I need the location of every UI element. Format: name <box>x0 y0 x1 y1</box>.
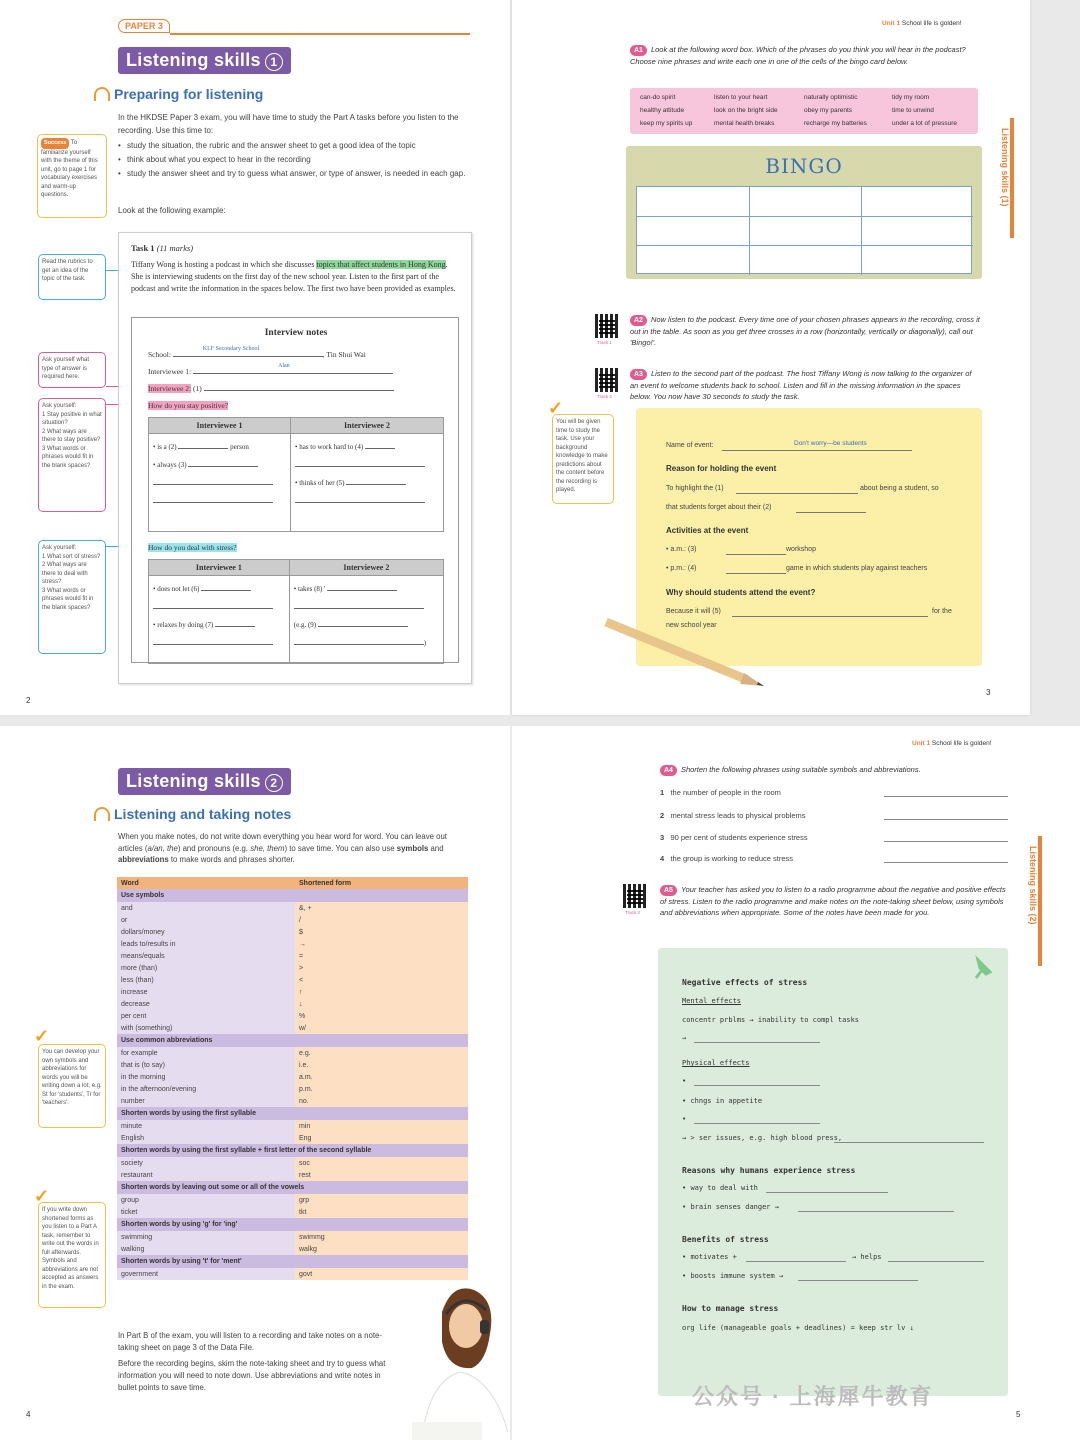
section-title: Listening skills 2 <box>118 768 291 795</box>
tip-note: You will be given time to study the task. Use your background knowledge to make predictions about the content before the recording is played. <box>552 414 614 504</box>
divider <box>170 33 470 35</box>
note-taking-sheet: Negative effects of stress Mental effects concentr prblms → inability to compl tasks → Physical effects • • chngs in appetite • → > ser issues, e.g. high blood press, Reasons why humans experience stress • way to deal with • brain senses danger → Benefits of stress • motivates + → helps • boosts immune system → How to manage stress org life (manageable goals + deadlines) = keep str lv ↓ <box>658 948 1008 1396</box>
table-row: walking walkg <box>117 1243 468 1255</box>
page-number: 3 <box>986 688 991 697</box>
answer-line[interactable] <box>884 819 1008 820</box>
a4-item-2: 2 mental stress leads to physical problems <box>660 811 806 820</box>
intro-text: In the HKDSE Paper 3 exam, you will have time to study the Part A tasks before you listen to the recording. Use this time to: <box>118 113 459 135</box>
qr-code-icon[interactable] <box>595 368 619 392</box>
qr-code-icon[interactable] <box>595 314 619 338</box>
success-note: Success To familiarize yourself with the theme of this unit, go to page 1 for vocabulary exercises and warm-up questions. <box>37 134 107 218</box>
a2-badge: A2 <box>630 315 647 326</box>
answer-line[interactable] <box>884 841 1008 842</box>
track-label: Track 2 <box>597 394 612 399</box>
tip-note: If you write down shortened forms as you listen to a Part A task, remember to write out the words in full afterwards. Symbols and abbreviations are not accepted as answers in the exam. <box>38 1202 106 1308</box>
table-row: means/equals = <box>117 950 468 962</box>
table-section-header: Shorten words by leaving out some or all of the vowels <box>117 1181 468 1194</box>
a4-badge: A4 <box>660 765 677 776</box>
answer-line[interactable] <box>884 796 1008 797</box>
headphones-icon <box>94 807 110 821</box>
ask-yourself-note-2: Ask yourself: 1 What sort of stress? 2 What ways are there to deal with stress? 3 What words or phrases would fit in the blank spaces? <box>38 540 106 654</box>
notes-title: Interview notes <box>264 328 328 338</box>
track-label: Track 1 <box>597 340 612 345</box>
a4-item-4: 4 the group is working to reduce stress <box>660 854 793 863</box>
a5-badge: A5 <box>660 885 677 896</box>
table-row: ticket tkt <box>117 1206 468 1218</box>
page-number: 2 <box>26 696 31 705</box>
task-box <box>118 232 472 684</box>
table-row: for example e.g. <box>117 1047 468 1059</box>
table-section-header: Use common abbreviations <box>117 1034 468 1047</box>
a4-item-1: 1 the number of people in the room <box>660 788 781 797</box>
table-row: that is (to say) i.e. <box>117 1059 468 1071</box>
look-example-text: Look at the following example: <box>118 206 226 215</box>
track-label: Track 3 <box>625 910 640 915</box>
table-section-header: Shorten words by using the first syllable <box>117 1107 468 1120</box>
school-line: School: KLF Secondary School , Tin Shui Wai <box>148 346 366 359</box>
table-row: dollars/money $ <box>117 926 468 938</box>
table-section-header: Use symbols <box>117 889 468 902</box>
a3-instruction: A3 Listen to the second part of the podcast. The host Tiffany Wong is now talking to the organizer of an event to welcome students back to school. Listen and fill in the missing information in the spaces below. You now have 30 seconds to study the task. <box>630 369 972 401</box>
task-rubric: Tiffany Wong is hosting a podcast in which she discusses topics that affect students in Hong Kong. She is interviewing students on the first day of the new school year. Listen to the first part of the podcast and write the information in the spaces below. The first two have been provided as examples. <box>131 260 456 293</box>
task-title: Task 1 (11 marks) <box>131 243 194 253</box>
watermark: 公众号 · 上海犀牛教育 <box>692 1384 934 1409</box>
table-row: and &, + <box>117 902 468 914</box>
page-number: 4 <box>26 1410 31 1419</box>
side-tab: Listening skills (1) <box>996 118 1014 238</box>
bingo-card <box>626 146 982 279</box>
bingo-grid <box>636 186 972 274</box>
table-row: group grp <box>117 1194 468 1206</box>
ask-yourself-note-1: Ask yourself: 1 Stay positive in what situation? 2 What ways are there to stay positive? 3 What words or phrases would fit in the blank spaces? <box>38 398 106 512</box>
question-positive: How do you stay positive? <box>148 401 228 410</box>
word-box: can-do spirit listen to your heart naturally optimistic tidy my room healthy attitude look on the bright side obey my parents time to unwind keep my spirits up mental health breaks recharge my batteries under a lot of pressure <box>630 88 978 134</box>
a3-badge: A3 <box>630 369 647 380</box>
table-row: leads to/results in → <box>117 938 468 950</box>
table-row: government govt <box>117 1268 468 1280</box>
table-row: English Eng <box>117 1132 468 1144</box>
qr-code-icon[interactable] <box>623 884 647 908</box>
table-row: more (than) > <box>117 962 468 974</box>
a5-instruction: A5 Your teacher has asked you to listen to a radio programme about the negative and positive effects of stress. Listen to the radio programme and make notes on the note-taking sheet below, using symbols and abbreviations when appropriate. Some of the notes have been made for you. <box>660 885 1006 917</box>
a2-instruction: A2 Now listen to the podcast. Every time one of your chosen phrases appears in the recording, cross it out in the table. As soon as you get three crosses in a row (horizontally, vertically or diagonally), call out 'Bingo!'. <box>630 315 980 347</box>
subheading: Preparing for listening <box>94 86 263 102</box>
table-row: with (something) w/ <box>117 1022 468 1034</box>
table-row: increase ↑ <box>117 986 468 998</box>
tips-list: • study the situation, the rubric and the answer sheet to get a good idea of the topic • think about what you expect to hear in the recording • study the answer sheet and try to guess what answer, or type of answer, is needed in each gap. <box>118 137 474 179</box>
checkmark-icon: ✓ <box>34 1026 50 1046</box>
handwritten-answer: Don't worry—be students <box>794 440 867 447</box>
interview-notes <box>131 317 459 663</box>
success-tag: Success <box>41 138 69 149</box>
a1-instruction: A1 Look at the following word box. Which of the phrases do you think you will hear in the podcast? Choose nine phrases and write each one in one of the cells of the bingo card below. <box>630 45 966 66</box>
table-row: society soc <box>117 1157 468 1169</box>
table-row: in the afternoon/evening p.m. <box>117 1083 468 1095</box>
stress-table: Interviewee 1 Interviewee 2 • does not let (6) • relaxes by doing (7) • takes (8) ' (e.g. (9) ) <box>148 559 444 664</box>
table-row: decrease ↓ <box>117 998 468 1010</box>
paper-tag: PAPER 3 <box>118 19 170 33</box>
table-row: restaurant rest <box>117 1169 468 1181</box>
unit-header: Unit 1 School life is golden! <box>882 20 962 27</box>
table-row: less (than) < <box>117 974 468 986</box>
page-2 <box>0 0 510 715</box>
table-row: swimming swimmg <box>117 1231 468 1243</box>
table-row: minute min <box>117 1120 468 1132</box>
answer-type-note: Ask yourself what type of answer is required here. <box>38 352 106 388</box>
a4-instruction: A4 Shorten the following phrases using suitable symbols and abbreviations. <box>660 764 1010 776</box>
subheading: Listening and taking notes <box>94 806 291 822</box>
positive-table: Interviewee 1 Interviewee 2 • is a (2) person • always (3) • has to work hard to (4) • thinks of her (5) <box>148 417 444 532</box>
table-row: in the morning a.m. <box>117 1071 468 1083</box>
table-row: or / <box>117 914 468 926</box>
answer-line[interactable] <box>884 862 1008 863</box>
headphones-icon <box>94 87 110 101</box>
student-photo <box>412 1282 510 1440</box>
section-title: Listening skills 1 <box>118 47 291 74</box>
unit-header: Unit 1 School life is golden! <box>912 740 992 747</box>
part-b-tip: Before the recording begins, skim the note-taking sheet and try to guess what information you will need to note down. Use abbreviations and write notes in bullet points to save time. <box>118 1359 386 1392</box>
table-section-header: Shorten words by using 't' for 'ment' <box>117 1255 468 1268</box>
side-tab: Listening skills (2) <box>1024 836 1042 966</box>
checkmark-icon: ✓ <box>34 1186 50 1206</box>
checkmark-icon: ✓ <box>548 398 564 418</box>
bingo-title: BINGO <box>765 154 843 178</box>
shortening-table: Word Shortened form Use symbols and &, + or / dollars/money $ leads to/results in → means/equals = more (than) > less (than) < increase ↑ decrease ↓ per cent % with (something) w/ Use common abbreviations for example e.g. that is (to say) i.e. in the morning a.m. in the afternoon/evening p.m. number no. Shorten words by using the first syllable minute min English Eng Shorten words by using the first syllable + first letter of the second syllable society soc restaurant rest Shorten words by leaving out some or all of the vowels group grp ticket tkt Shorten words by using 'g' for 'ing' swimming swimmg walking walkg Shorten words by using 't' for 'ment' government govt <box>117 877 468 1280</box>
rubric-note: Read the rubrics to get an idea of the topic of the task. <box>38 254 106 300</box>
table-section-header: Shorten words by using 'g' for 'ing' <box>117 1218 468 1231</box>
part-b-text: In Part B of the exam, you will listen to a recording and take notes on a note-taking sheet on page 3 of the Data File. <box>118 1331 382 1352</box>
question-stress: How do you deal with stress? <box>148 543 237 552</box>
interviewee2-line: Interviewee 2: (1) <box>148 383 448 393</box>
page-number: 5 <box>1016 1410 1021 1419</box>
table-row: per cent % <box>117 1010 468 1022</box>
pin-icon <box>968 954 998 984</box>
interviewee1-line: Interviewee 1: Alan <box>148 366 448 376</box>
answer-sheet: Name of event: Don't worry—be students Reason for holding the event To highlight the (1) about being a student, so that students forget about their (2) Activities at the event • a.m.: (3) workshop • p.m.: (4) game in which students play against teachers Why should students attend the event? Because it will (5) for the new school year <box>636 408 982 666</box>
a4-item-3: 3 90 per cent of students experience stress <box>660 833 808 842</box>
table-row: number no. <box>117 1095 468 1107</box>
intro-text: When you make notes, do not write down everything you hear word for word. You can leave out articles (a/an, the) and pronouns (e.g. she, them) to save time. You can also use symbols and abbreviations to make words and phrases shorter. <box>118 832 447 864</box>
a1-badge: A1 <box>630 45 647 56</box>
table-section-header: Shorten words by using the first syllable + first letter of the second syllable <box>117 1144 468 1157</box>
tip-note: You can develop your own symbols and abbreviations for words you will be writing down a lot, e.g. St for 'students', Tr for 'teachers'. <box>38 1044 106 1128</box>
pencil-icon <box>598 612 768 692</box>
